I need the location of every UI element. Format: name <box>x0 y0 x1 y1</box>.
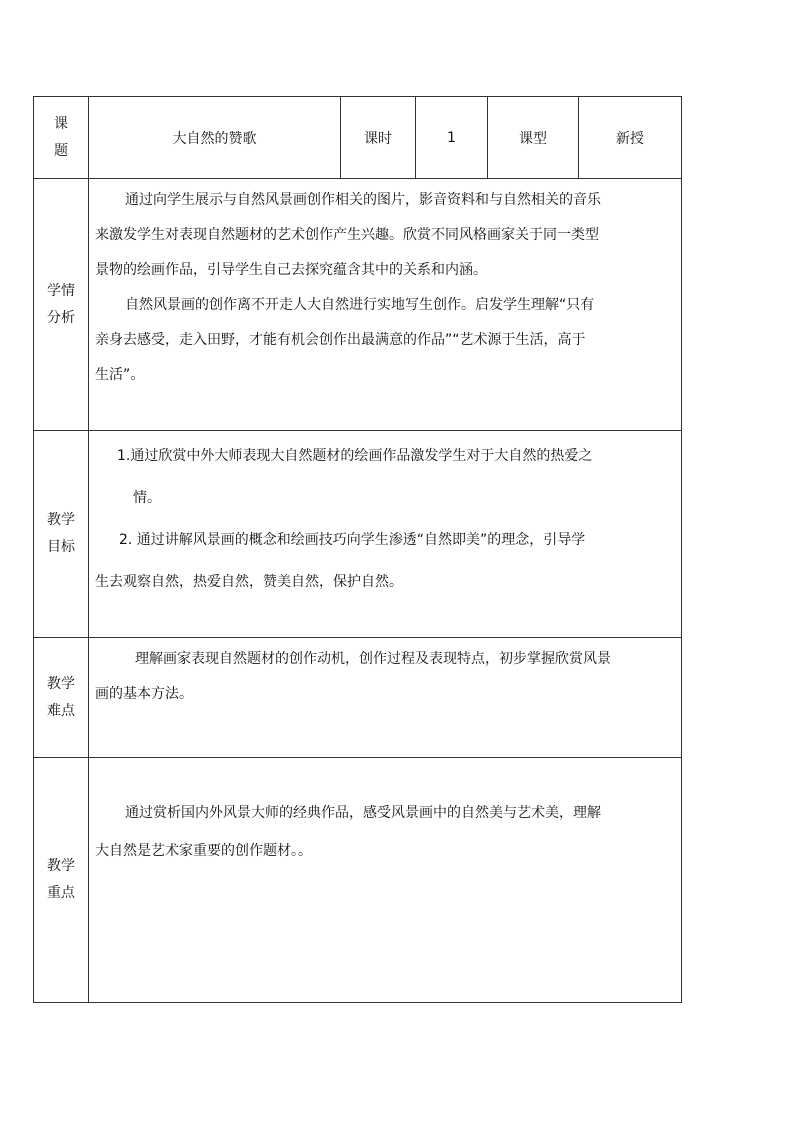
type-value: 新授 <box>579 97 682 179</box>
objectives-label-line2: 目标 <box>47 539 75 555</box>
objective-2-line1: 2. 通过讲解风景画的概念和绘画技巧向学生渗透“自然即美”的理念，引导学 <box>119 532 586 548</box>
objectives-label-line1: 教学 <box>47 512 75 528</box>
lesson-plan-table <box>33 96 682 1003</box>
keypoints-line1: 通过赏析国内外风景大师的经典作品，感受风景画中的自然美与艺术美，理解 <box>125 805 601 821</box>
analysis-para1-line2: 来激发学生对表现自然题材的艺术创作产生兴趣。欣赏不同风格画家关于同一类型 <box>95 227 599 243</box>
difficulty-content <box>89 638 682 758</box>
analysis-para2-line3: 生活”。 <box>95 367 145 383</box>
period-label: 课时 <box>341 97 416 179</box>
difficulty-label <box>34 638 89 758</box>
topic-value: 大自然的赞歌 <box>89 97 341 179</box>
difficulty-label-line1: 教学 <box>47 675 75 692</box>
header-row <box>34 97 682 179</box>
difficulty-row <box>34 638 682 758</box>
objective-1-line2: 情。 <box>133 490 161 506</box>
objective-2-line2: 生去观察自然，热爱自然，赞美自然，保护自然。 <box>95 574 403 590</box>
analysis-label-line1: 学情 <box>47 282 75 299</box>
objectives-content <box>89 431 682 638</box>
difficulty-label-line2: 难点 <box>47 702 75 719</box>
keypoints-row <box>34 758 682 1003</box>
topic-label <box>34 97 89 179</box>
analysis-content <box>89 179 682 431</box>
objective-1-line1: 1.通过欣赏中外大师表现大自然题材的绘画作品激发学生对于大自然的热爱之 <box>117 448 593 464</box>
analysis-para1-line1: 通过向学生展示与自然风景画创作相关的图片，影音资料和与自然相关的音乐 <box>125 192 601 208</box>
analysis-row <box>34 179 682 431</box>
keypoints-label-line1: 教学 <box>47 858 75 874</box>
analysis-label-line2: 分析 <box>47 309 75 326</box>
topic-label-line2: 题 <box>54 142 68 159</box>
keypoints-line2: 大自然是艺术家重要的创作题材。。 <box>95 843 312 859</box>
difficulty-line2: 画的基本方法。 <box>95 686 193 702</box>
analysis-para2-line2: 亲身去感受，走入田野，才能有机会创作出最满意的作品”“艺术源于生活，高于 <box>95 332 586 348</box>
analysis-para1-line3: 景物的绘画作品，引导学生自己去探究蕴含其中的关系和内涵。 <box>95 262 487 278</box>
topic-label-line1: 课 <box>54 115 68 132</box>
objectives-row <box>34 431 682 638</box>
keypoints-label <box>34 758 89 1003</box>
keypoints-content <box>89 758 682 1003</box>
analysis-para2-line1: 自然风景画的创作离不开走人大自然进行实地写生创作。启发学生理解“只有 <box>125 297 595 313</box>
difficulty-line1: 理解画家表现自然题材的创作动机，创作过程及表现特点，初步掌握欣赏风景 <box>135 651 611 667</box>
keypoints-label-line2: 重点 <box>47 885 75 901</box>
type-label: 课型 <box>488 97 579 179</box>
period-value: 1 <box>416 97 488 179</box>
objectives-label <box>34 431 89 638</box>
analysis-label <box>34 179 89 431</box>
